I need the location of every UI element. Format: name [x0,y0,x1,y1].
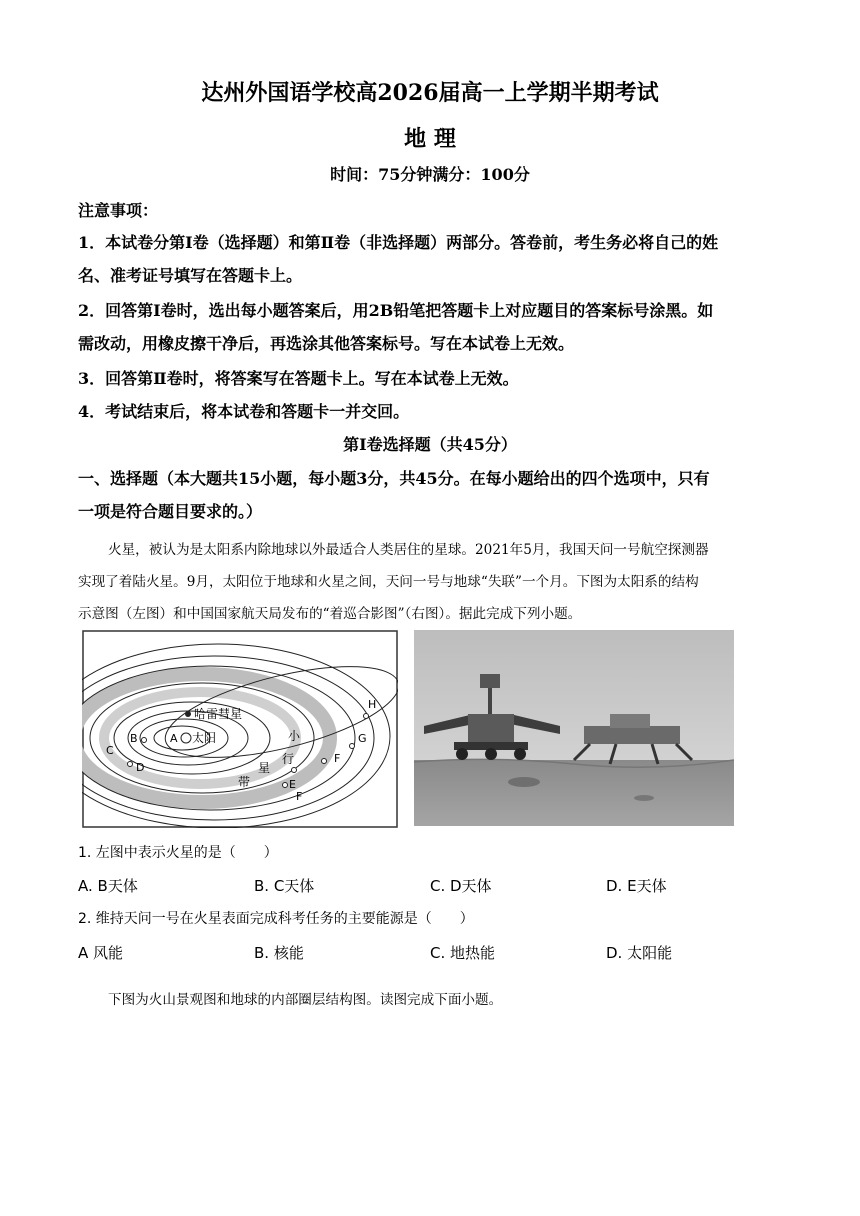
section-1-intro-line-1: 一、选择题（本大题共15小题，每小题3分，共45分。在每小题给出的四个选项中，只有 [78,469,710,488]
rover-wheel-3 [514,748,526,760]
planet-d-marker [128,762,133,767]
passage-2-line-1: 下图为火山景观图和地球的内部圈层结构图。读图完成下面小题。 [108,992,503,1008]
planet-e-marker [283,783,288,788]
label-c: C [106,744,114,757]
question-2-option-b[interactable]: B. 核能 [254,944,304,962]
passage-1-line-2: 实现了着陆火星。9月，太阳位于地球和火星之间，天问一号与地球“失联”一个月。下图为太阳系的结构 [78,574,699,590]
planet-b-marker [142,738,147,743]
label-d: D [136,761,145,774]
label-e: E [289,778,296,791]
label-b: B [130,732,138,745]
lander-top [610,714,650,728]
rover-mast [488,688,492,718]
comet-marker [185,711,191,717]
question-1-option-a[interactable]: A. B天体 [78,877,138,895]
label-h: H [368,698,377,711]
notice-item-3: 3．回答第Ⅱ卷时，将答案写在答题卡上。写在本试卷上无效。 [78,369,519,388]
subject-title: 地 理 [404,126,456,152]
rover-wheel-1 [456,748,468,760]
label-g: G [358,732,367,745]
belt-label-3: 星 [258,761,271,775]
ground [414,760,734,826]
notice-item-4: 4．考试结束后，将本试卷和答题卡一并交回。 [78,402,410,421]
planet-f2-marker [292,768,297,773]
notice-item-1-line-2: 名、准考证号填写在答题卡上。 [78,266,303,285]
passage-1-line-3: 示意图（左图）和中国国家航天局发布的“着巡合影图”（右图）。据此完成下列小题。 [78,606,582,622]
question-2-option-d[interactable]: D. 太阳能 [606,944,673,962]
rock-2 [634,795,654,801]
section-1-intro-line-2: 一项是符合题目要求的。） [78,502,263,521]
passage-1-line-1: 火星，被认为是太阳系内除地球以外最适合人类居住的星球。2021年5月，我国天问一号航空探测器 [108,542,709,558]
time-info: 时间：75分钟满分：100分 [330,165,530,184]
label-a: A [170,732,178,745]
belt-label-4: 带 [238,775,251,789]
rover-camera-head [480,674,500,688]
exam-title: 达州外国语学校高2026届高一上学期半期考试 [201,80,659,106]
lander-deck [584,726,680,744]
planet-h-marker [364,714,369,719]
label-f2: F [296,790,303,803]
notice-item-1-line-1: 1．本试卷分第Ⅰ卷（选择题）和第Ⅱ卷（非选择题）两部分。答卷前，考生务必将自己的姓 [78,233,719,252]
rover-wheel-2 [485,748,497,760]
belt-label-2: 行 [282,752,295,766]
notice-heading: 注意事项： [78,201,159,220]
solar-system-diagram [82,630,398,828]
question-1-option-c[interactable]: C. D天体 [430,877,492,895]
sun-marker [181,733,191,743]
label-f1: F [334,752,341,765]
question-2-stem: 2. 维持天问一号在火星表面完成科考任务的主要能源是（ ） [78,911,474,927]
rover-lander-photo [414,630,734,826]
belt-label-1: 小 [288,729,301,743]
question-2-option-a[interactable]: A 风能 [78,944,124,962]
question-1-stem: 1. 左图中表示火星的是（ ） [78,845,278,861]
planet-f-marker [322,759,327,764]
notice-item-2-line-1: 2．回答第Ⅰ卷时，选出每小题答案后，用2B铅笔把答题卡上对应题目的答案标号涂黑。如 [78,301,714,320]
rover-body [468,714,514,744]
section-1-heading: 第Ⅰ卷选择题（共45分） [343,435,517,454]
comet-label: 哈雷彗星 [194,707,243,721]
question-1-option-d[interactable]: D. E天体 [606,877,667,895]
question-2-option-c[interactable]: C. 地热能 [430,944,496,962]
planet-g-marker [350,744,355,749]
notice-item-2-line-2: 需改动，用橡皮擦干净后，再选涂其他答案标号。写在本试卷上无效。 [78,334,575,353]
rock-1 [508,777,540,787]
sun-label: 太阳 [192,731,217,745]
question-1-option-b[interactable]: B. C天体 [254,877,315,895]
